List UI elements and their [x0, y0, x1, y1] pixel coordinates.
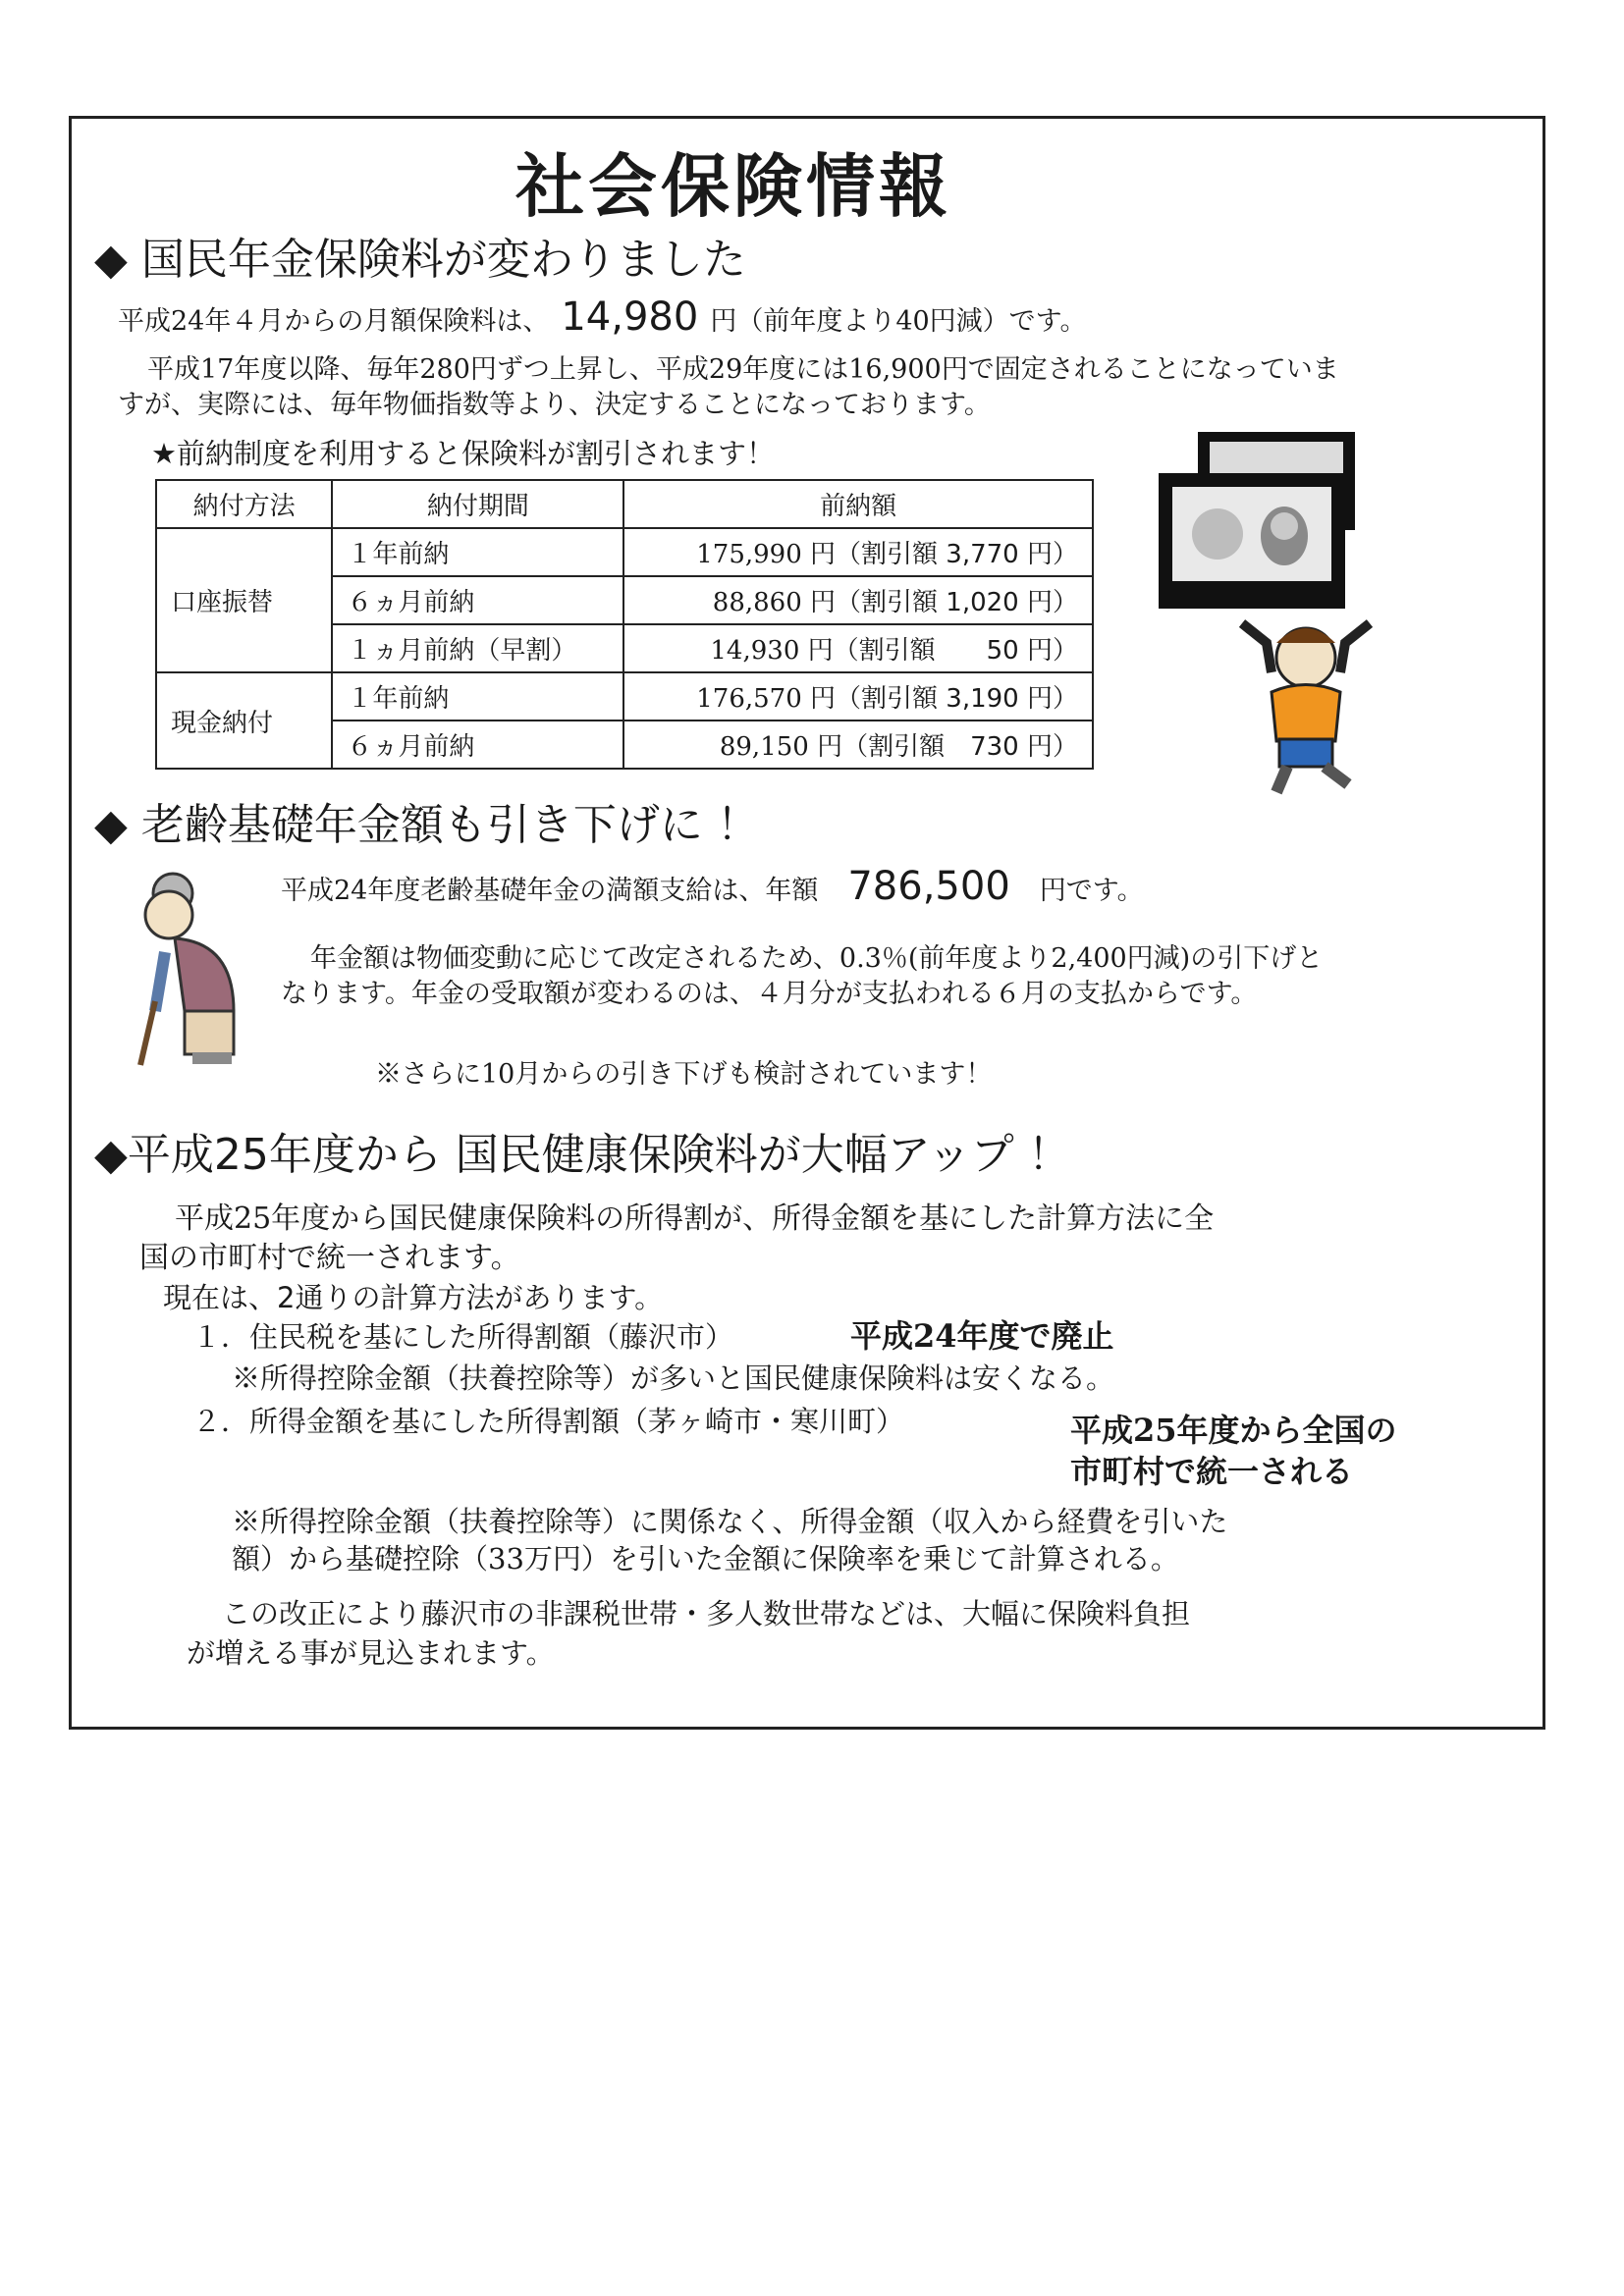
man-right-leg: [1325, 767, 1348, 784]
man-left-arm: [1242, 623, 1272, 672]
man-shorts: [1279, 739, 1332, 767]
method-account-transfer: 口座振替: [156, 528, 332, 672]
table-row: [156, 528, 1093, 576]
amount-value: 176,570 円: [696, 684, 837, 714]
amount-cell: [623, 576, 1093, 624]
header-amount: 前納額: [623, 480, 1093, 528]
s2-line1-suffix: 円です。: [1039, 876, 1144, 906]
man-shirt: [1272, 685, 1340, 742]
s1-line1-text: 平成24年４月からの月額保険料は、: [118, 306, 550, 337]
amount-value: 88,860 円: [712, 588, 837, 617]
woman-feet: [192, 1052, 232, 1064]
discount-value: （割引額 3,770 円）: [836, 540, 1078, 569]
s1-line1-suffix: 円（前年度より40円減）です。: [710, 306, 1087, 337]
s2-note: ※さらに10月からの引き下げも検討されています！: [375, 1059, 993, 1090]
section3-heading: ◆平成25年度から 国民健康保険料が大幅アップ ！: [94, 1130, 1071, 1180]
header-method: 納付方法: [156, 480, 332, 528]
s3-item1-status: 平成24年度で廃止: [850, 1317, 1114, 1355]
discount-value: （割引額 1,020 円）: [836, 588, 1078, 617]
discount-value: （割引額 3,190 円）: [836, 684, 1078, 714]
s2-line1-text: 平成24年度老齢基礎年金の満額支給は、年額: [281, 876, 819, 906]
header-period: 納付期間: [332, 480, 623, 528]
banknote-watermark: [1192, 508, 1243, 560]
s2-para-line2: なります。年金の受取額が変わるのは、４月分が支払われる６月の支払からです。: [281, 979, 1258, 1009]
section1-heading: ◆ 国民年金保険料が変わりました: [94, 235, 746, 285]
s3-item1-note: ※所得控除金額（扶養控除等）が多いと国民健康保険料は安くなる。: [232, 1362, 1115, 1395]
elderly-woman-illustration: [116, 864, 253, 1070]
s2-pension-amount: 786,500: [847, 864, 1010, 909]
discount-value: （割引額 50 円）: [833, 636, 1078, 666]
discount-value: （割引額 730 円）: [842, 732, 1078, 762]
amount-value: 175,990 円: [696, 540, 837, 569]
s1-monthly-fee-line: [118, 294, 1087, 340]
s3-item1: １．住民税を基にした所得割額（藤沢市）: [192, 1320, 734, 1354]
amount-cell: [623, 528, 1093, 576]
woman-cane: [140, 1001, 155, 1065]
table-header-row: [156, 480, 1093, 528]
man-left-leg: [1276, 767, 1287, 792]
amount-value: 14,930 円: [710, 636, 834, 666]
s3-now: 現在は、2通りの計算方法があります。: [163, 1281, 664, 1314]
banknotes-illustration: [1159, 432, 1355, 609]
amount-value: 89,150 円: [719, 732, 843, 762]
amount-cell: [623, 624, 1093, 672]
prepay-table: [155, 479, 1094, 770]
s3-item2: ２．所得金額を基にした所得割額（茅ヶ崎市・寒川町）: [192, 1405, 905, 1438]
prepay-title: ★前納制度を利用すると保険料が割引されます！: [151, 437, 775, 470]
portrait-face: [1271, 512, 1298, 540]
s1-monthly-amount: 14,980: [561, 294, 699, 340]
s3-item2-status-line1: 平成25年度から全国の: [1070, 1412, 1397, 1449]
period-cell: １年前納: [332, 672, 623, 721]
distressed-man-illustration: [1222, 604, 1389, 800]
period-cell: １年前納: [332, 528, 623, 576]
period-cell: １ヵ月前納（早割）: [332, 624, 623, 672]
page-title: 社会保険情報: [515, 146, 951, 227]
s3-item2-status-line2: 市町村で統一される: [1070, 1453, 1354, 1490]
woman-vest: [175, 938, 234, 1011]
s3-para-line2: 国の市町村で統一されます。: [139, 1241, 520, 1275]
s3-item2-note-line2: 額）から基礎控除（33万円）を引いた金額に保険率を乗じて計算される。: [232, 1542, 1179, 1575]
s1-para-line2: すが、実際には、毎年物価指数等より、決定することになっております。: [118, 390, 991, 420]
woman-head: [145, 891, 192, 938]
amount-cell: [623, 721, 1093, 769]
method-cash: 現金納付: [156, 672, 332, 769]
woman-skirt: [185, 1011, 234, 1054]
s2-para-line1: 年金額は物価変動に応じて改定されるため、0.3％(前年度より2,400円減)の引下げと: [310, 943, 1324, 974]
man-hair: [1276, 628, 1335, 643]
s3-item2-note-line1: ※所得控除金額（扶養控除等）に関係なく、所得金額（収入から経費を引いた: [232, 1505, 1228, 1538]
s1-para-line1: 平成17年度以降、毎年280円ずつ上昇し、平成29年度には16,900円で固定されることになっていま: [147, 354, 1339, 385]
s3-conclusion-line2: が増える事が見込まれます。: [187, 1636, 555, 1670]
amount-cell: [623, 672, 1093, 721]
period-cell: ６ヵ月前納: [332, 576, 623, 624]
section2-heading: ◆ 老齢基礎年金額も引き下げに ！: [94, 800, 760, 850]
s3-para-line1: 平成25年度から国民健康保険料の所得割が、所得金額を基にした計算方法に全: [175, 1201, 1215, 1236]
s2-pension-line: [281, 864, 1144, 909]
period-cell: ６ヵ月前納: [332, 721, 623, 769]
s3-conclusion-line1: この改正により藤沢市の非課税世帯・多人数世帯などは、大幅に保険料負担: [222, 1597, 1191, 1630]
table-row: [156, 672, 1093, 721]
man-right-arm: [1340, 623, 1370, 672]
